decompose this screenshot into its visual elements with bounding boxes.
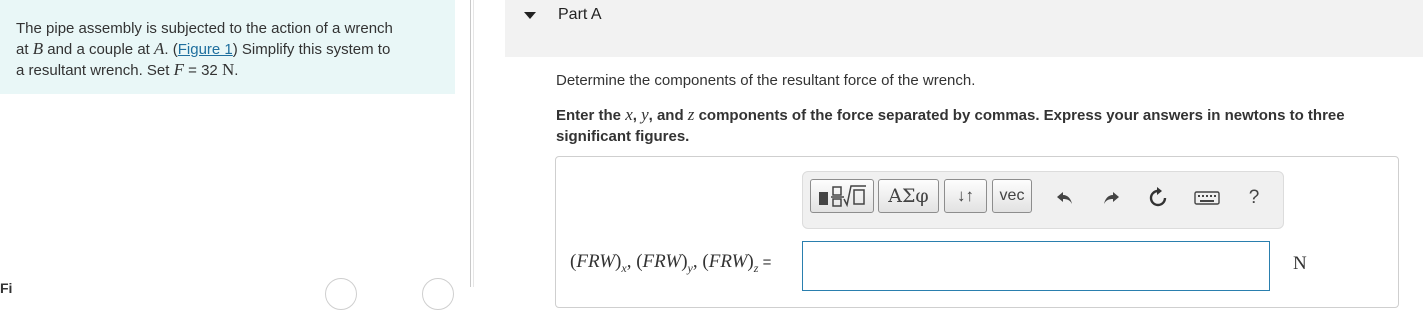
label-part: z [753, 260, 759, 275]
instructions-text [556, 104, 1422, 147]
label-part: ) [747, 251, 754, 272]
templates-button[interactable] [810, 179, 874, 213]
problem-text: ) Simplify this system to [232, 41, 391, 58]
problem-line-1 [16, 19, 439, 39]
part-a-header[interactable] [505, 0, 1423, 57]
pane-divider-shadow [473, 0, 474, 287]
answer-input[interactable] [802, 241, 1270, 291]
label-part: ( [636, 251, 643, 272]
label-part: ) [681, 251, 688, 272]
undo-icon[interactable] [1053, 186, 1077, 210]
variable-a: A [154, 39, 165, 58]
pane-divider[interactable] [470, 0, 471, 287]
label-part: , [692, 251, 703, 272]
label-part: RW [654, 250, 682, 272]
instructions-part: , and [648, 107, 688, 124]
templates-icon [815, 183, 869, 209]
problem-text: and a couple at [43, 41, 154, 58]
label-part: F [576, 251, 588, 272]
keyboard-icon[interactable] [1193, 186, 1221, 210]
instructions-part: Enter the [556, 107, 626, 124]
label-part: , [626, 251, 637, 272]
label-part: RW [587, 250, 616, 272]
caret-down-icon[interactable] [524, 12, 536, 19]
answer-unit: N [1293, 253, 1307, 274]
instructions-part: components of the force separated by commas. Express your answers in newtons to three significant figures. [556, 107, 1345, 145]
question-text: Determine the components of the resultant force of the wrench. [556, 72, 976, 89]
problem-statement [0, 0, 455, 94]
label-part: = [758, 254, 772, 271]
greek-symbols-button[interactable]: ΑΣφ [878, 179, 939, 213]
variable-b: B [32, 39, 44, 58]
answer-label [570, 251, 771, 278]
reset-icon[interactable] [1146, 186, 1170, 210]
figure-next-button[interactable] [422, 278, 454, 310]
vector-button[interactable]: vec [992, 179, 1032, 213]
variable-f: F [173, 60, 184, 79]
label-part: x [621, 260, 627, 275]
label-part: ( [570, 251, 577, 272]
redo-icon[interactable] [1099, 186, 1123, 210]
problem-text: . ( [164, 41, 178, 58]
instructions-part: , [632, 107, 642, 124]
variable-z: z [687, 105, 695, 124]
part-title: Part A [558, 6, 602, 23]
problem-line-2 [16, 39, 439, 60]
problem-text: a resultant wrench. Set [16, 62, 174, 79]
label-part: y [687, 260, 693, 275]
figure-1-link[interactable]: Figure 1 [177, 41, 233, 58]
label-part: F [642, 251, 655, 272]
problem-text: The pipe assembly is subjected to the action of a wrench [16, 20, 393, 37]
variable-x: x [625, 105, 633, 124]
figure-prev-button[interactable] [325, 278, 357, 310]
problem-text: = 32 [183, 62, 222, 79]
math-toolbar [802, 171, 1284, 229]
problem-text: at [16, 41, 33, 58]
arrows-button[interactable]: ↓↑ [944, 179, 987, 213]
problem-text: . [234, 62, 239, 79]
variable-y: y [641, 105, 649, 124]
figure-label: Fi [0, 280, 13, 296]
label-part: F [708, 251, 721, 272]
label-part: RW [720, 250, 748, 272]
unit-newton: N [221, 60, 235, 79]
label-part: ) [615, 251, 622, 272]
help-button[interactable]: ? [1248, 187, 1260, 208]
problem-line-3 [16, 60, 439, 81]
label-part: ( [702, 251, 709, 272]
